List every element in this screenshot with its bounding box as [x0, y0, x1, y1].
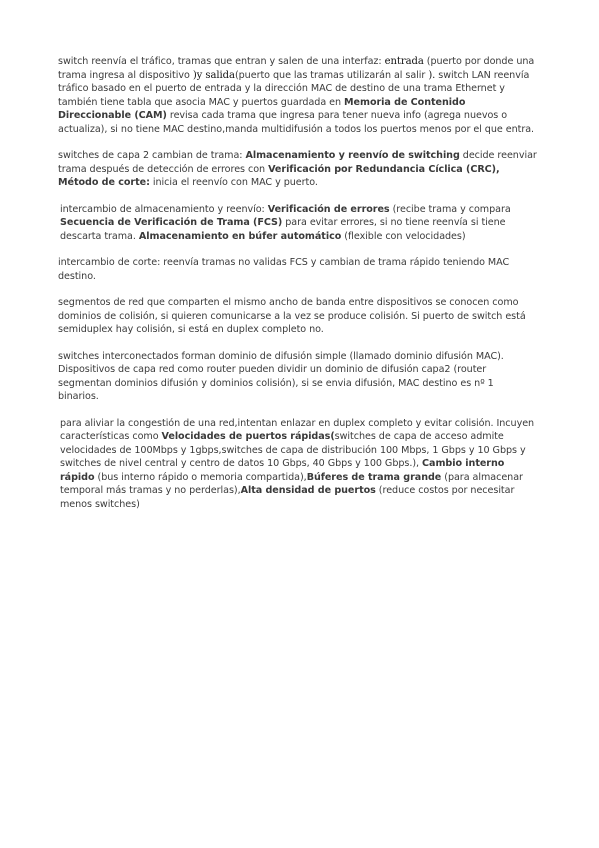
text-run: switch LAN reenvía tráfico basado en el puerto de entrada y la dirección MAC de destino de una trama Ethernet y también tiene tabla que asocia MAC y puertos guardada en	[58, 69, 530, 108]
text-run: switches de capa de acceso admite velocidades de 100Mbps y 1gbps,switches de capa de distribución 100 Mbps, 1 Gbps y 10 Gbps y switches de nivel central y centro de datos 10 Gbps, 40 Gbps y 100 Gbps.),	[60, 431, 526, 469]
bold-term: Cambio interno rápido	[60, 458, 505, 483]
paragraph-congestion-relief	[58, 417, 537, 512]
serif-text: ).	[428, 69, 436, 81]
text-run: segmentos de red que comparten el mismo ancho de banda entre dispositivos se conocen como dominios de colisión, si quieren comunicarse a la vez se produce colisión. Si puerto de switch está semiduplex hay colisión, si está en duplex completo no.	[58, 297, 526, 335]
text-run: decide reenviar trama después de detección de errores con	[58, 150, 537, 175]
text-run: (flexible con velocidades)	[341, 230, 466, 242]
bold-term: Memoria de Contenido Direccionable (CAM)	[58, 96, 466, 121]
bold-term: Almacenamiento en búfer automático	[138, 230, 342, 242]
bold-term: Velocidades de puertos rápidas(	[161, 431, 335, 442]
text-run: switch reenvía el tráfico, tramas que entran y salen de una interfaz:	[58, 56, 385, 67]
text-run: (reduce costos por necesitar menos switches)	[60, 485, 515, 510]
text-run: inicia el reenvío con MAC y puerto.	[149, 177, 318, 188]
paragraph-layer2-switching	[58, 149, 537, 190]
bold-term: Almacenamiento y reenvío de switching	[245, 150, 460, 161]
serif-text: entrada	[384, 56, 424, 67]
text-run: para aliviar la congestión de una red,intentan enlazar en duplex completo y evitar colisión. Incuyen características como	[60, 417, 535, 442]
paragraph-store-and-forward	[58, 203, 537, 244]
bold-term: Búferes de trama grande	[306, 471, 442, 483]
text-run: (puerto que las tramas utilizarán al salir	[234, 69, 429, 81]
text-run: switches interconectados forman dominio de difusión simple (llamado dominio difusión MAC). Dispositivos de capa red como router pueden dividir un dominio de difusión capa2 (router segmentan dominios difusión y dominios colisión), si se envia difusión, MAC destino es nº 1 binarios.	[58, 350, 504, 402]
serif-text: )y salida	[192, 69, 235, 81]
paragraph-switch-forwarding	[58, 55, 537, 136]
text-run: (bus interno rápido o memoria compartida),	[94, 471, 307, 483]
text-run: revisa cada trama que ingresa para tener nueva info (agrega nuevos o actualiza), si no tiene MAC destino,manda multidifusión a todos los puertos menos por el que entra.	[58, 110, 535, 135]
paragraph-collision-domains	[58, 296, 537, 337]
paragraph-cut-through	[58, 256, 537, 283]
text-run: para evitar errores, si no tiene reenvía si tiene descarta trama.	[60, 217, 506, 242]
paragraph-broadcast-domains	[58, 350, 537, 404]
text-run: intercambio de corte: reenvía tramas no validas FCS y cambian de trama rápido teniendo MAC destino.	[58, 257, 510, 282]
text-run: (puerto por donde una trama ingresa al dispositivo	[58, 56, 535, 81]
text-run: switches de capa 2 cambian de trama:	[58, 150, 246, 161]
bold-term: Verificación de errores	[267, 203, 390, 215]
text-run: (para almacenar temporal más tramas y no perderlas),	[60, 471, 523, 496]
text-run: intercambio de almacenamiento y reenvío:	[60, 203, 268, 215]
text-run: (recibe trama y compara	[389, 203, 511, 215]
bold-term: Verificación por Redundancia Cíclica (CRC), Método de corte:	[58, 163, 500, 188]
bold-term: Alta densidad de puertos	[240, 485, 376, 496]
bold-term: Secuencia de Verificación de Trama (FCS)	[60, 217, 283, 228]
